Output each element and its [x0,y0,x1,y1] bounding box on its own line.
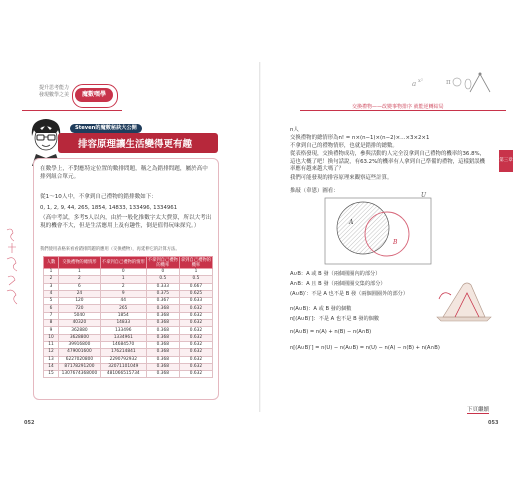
table-cell: 13 [44,356,59,363]
table-cell: 0.632 [179,327,212,334]
formula-count-complement: n[(A∪B)′]：不是 A 也不是 B 發的個數 [290,316,380,322]
right-line-5: 我們可能發現的排容原理來觀察這些計算。 [290,175,393,181]
table-cell: 0 [100,269,146,276]
venn-set-a [337,202,389,254]
table-cell: 0.367 [146,298,179,305]
table-body [44,269,213,378]
table-row [44,320,213,327]
table-cell: 6 [44,305,59,312]
table-cell: 1 [100,276,146,283]
table-row [44,334,213,341]
formula-intersection: A∩B：A 且 B 發（兩個圓圈交集的部分） [290,281,386,287]
table-cell: 120 [59,298,101,305]
table-cell: 2290792932 [100,356,146,363]
table-cell: 0.632 [179,312,212,319]
table-row [44,312,213,319]
svg-text:π: π [446,78,451,86]
formula-complement-expansion: n[(A∪B)′] = n(U) − n(A∪B) = n(U) − n(A) − n(B) + n(A∩B) [290,345,440,351]
table-cell: 0.632 [179,371,212,378]
table-cell: 481066515734 [100,371,146,378]
derangement-sequence: 0, 1, 2, 9, 44, 265, 1854, 14833, 133496, 1334961 [40,205,178,211]
table-cell: 14684570 [100,341,146,348]
table-cell: 0.333 [146,283,179,290]
column-header: 交換禮物的總情形 [59,257,101,269]
intro-paragraph: 在數學上，不對應特定位置的數排問題，稱之為錯排問題，屬於高中排列組合單元。 [40,166,208,180]
table-cell: 0.5 [179,276,212,283]
table-cell: 0.368 [146,305,179,312]
column-header: 不拿到自己禮物的情形 [100,257,146,269]
table-cell: 1334961 [100,334,146,341]
table-cell: 176214841 [100,349,146,356]
svg-text:a: a [412,80,417,88]
table-cell: 44 [100,298,146,305]
svg-text:x²: x² [418,78,423,84]
table-cell: 87178291200 [59,363,101,370]
table-row [44,327,213,334]
table-cell: 14833 [100,320,146,327]
table-cell: 0.368 [146,349,179,356]
table-cell: 0.368 [146,341,179,348]
table-row [44,363,213,370]
table-row [44,371,213,378]
table-cell: 0.368 [146,356,179,363]
right-line-2: 交換禮物的總情形為n! = n×(n−1)×(n−2)×…×3×2×1 [290,135,430,141]
table-cell: 1 [59,269,101,276]
table-cell: 0.368 [146,327,179,334]
table-cell: 720 [59,305,101,312]
table-caption: 我們使用表格來看看錯排問題的應用（交換禮物），再延伸它的計算方法。 [40,247,180,252]
table-cell: 0 [146,269,179,276]
table-cell: 5 [44,298,59,305]
table-cell: 4 [44,290,59,297]
table-cell: 0.632 [179,334,212,341]
table-cell: 7 [44,312,59,319]
table-cell: 2 [44,276,59,283]
table-cell: 0.375 [146,290,179,297]
table-cell: 0.5 [146,276,179,283]
formula-union: A∪B：A 或 B 發（兩個圓圈內的部分） [290,271,381,277]
table-row [44,356,213,363]
right-line-3: 不拿到自己的禮物情形，也就是錯排的總數。 [290,143,398,149]
table-row [44,341,213,348]
book-gutter [259,62,261,412]
table-cell: 24 [59,290,101,297]
table-cell: 0.633 [179,298,212,305]
table-cell: 0.368 [146,334,179,341]
venn-label-b: B [393,239,398,246]
table-row [44,269,213,276]
table-cell: 1 [179,269,212,276]
next-page-link[interactable]: 下頁繼續 [467,407,490,413]
table-cell: 6227020800 [59,356,101,363]
math-doodle-illustration [410,70,500,100]
table-cell: 0.632 [179,363,212,370]
table-cell: 8 [44,320,59,327]
table-cell: 12 [44,349,59,356]
table-cell: 15 [44,371,59,378]
section-title-box [58,133,218,153]
column-header: 拿到自己禮物的機率 [180,257,211,268]
venn-diagram [323,192,433,266]
table-cell: 479001600 [59,349,101,356]
table-cell: 0.632 [179,356,212,363]
table-cell: 1 [44,269,59,276]
chapter-header: 交換禮物——改變事物排序 就能逆轉結局 [352,104,444,110]
table-cell: 40320 [59,320,101,327]
table-cell: 0.632 [179,305,212,312]
table-cell: 14 [44,363,59,370]
table-row [44,349,213,356]
venn-label-a: A [349,219,354,226]
column-header: 人數 [44,257,59,269]
table-cell: 3628800 [59,334,101,341]
handwritten-notes [4,225,22,310]
table-cell: 133496 [100,327,146,334]
table-cell: 9 [44,327,59,334]
table-cell: 5040 [59,312,101,319]
table-cell: 0.625 [179,290,212,297]
right-page-number: 053 [488,420,499,426]
table-row [44,305,213,312]
derangement-table [43,256,213,378]
header-note: 提升思考能力 發現數學之美 [38,85,69,98]
header-rule-left [22,110,122,111]
table-cell: 3 [44,283,59,290]
section-title: 排容原理讓生活變得更有趣 [78,139,193,150]
table-cell: 0.632 [179,341,212,348]
series-logo: 魔數嘿學 [75,88,113,102]
table-cell: 0.368 [146,312,179,319]
table-row [44,276,213,283]
right-line-4: 從表格發現，交換禮物成功，參與活動的人完全沒拿到自己禮物的機率約36.8%，這也大概了吧！換句話說，有63.2%的機率有人拿到自己準備的禮物，這樣錯誤機率應有越來越大嗎了？ [290,151,486,173]
table-cell: 2 [100,283,146,290]
table-cell: 39916800 [59,341,101,348]
table-cell: 0.368 [146,371,179,378]
table-cell: 0.368 [146,363,179,370]
table-cell: 362880 [59,327,101,334]
table-cell: 0.667 [179,283,212,290]
table-cell: 10 [44,334,59,341]
venn-caption: 推敲（韋恩）圖看： [290,188,339,194]
table-cell: 1307674368000 [59,371,101,378]
venn-label-u: U [421,192,427,199]
right-line-1: n人 [290,127,299,133]
table-row [44,283,213,290]
table-row [44,298,213,305]
sequence-intro: 從1～10人中，不拿到自己禮物的錯排數如下： [40,194,157,200]
formula-inclusion-exclusion: n(A∪B) = n(A) + n(B) − n(A∩B) [290,329,372,335]
sundial-illustration [433,277,495,322]
tips-badge: Steven的魔數秘訣大公開 [70,124,142,133]
table-row [44,290,213,297]
formula-complement: (A∪B)′：不是 A 也不是 B 發（兩個圓圈外的部分） [290,291,409,297]
table-cell: 2 [59,276,101,283]
table-cell: 11 [44,341,59,348]
column-header: 不拿到自己禮物的機率 [147,257,178,268]
table-cell: 9 [100,290,146,297]
chapter-side-tab: 第三章 [499,150,513,172]
header-rule-right [300,110,506,111]
table-cell: 0.632 [179,320,212,327]
table-cell: 265 [100,305,146,312]
exam-note: （高中考試，多考5人以內，由於一般化推數字太大費算，所以大考出現的機會不大，但是生活應用上及有趣性，倒是值得玩味探究。） [40,215,212,229]
left-page-number: 052 [24,420,35,426]
table-cell: 32071101049 [100,363,146,370]
table-cell: 0.632 [179,349,212,356]
table-cell: 0.368 [146,320,179,327]
table-header-row [44,257,213,269]
table-cell: 6 [59,283,101,290]
table-cell: 1854 [100,312,146,319]
formula-count-union: n(A∪B)：A 或 B 發的個數 [290,306,352,312]
